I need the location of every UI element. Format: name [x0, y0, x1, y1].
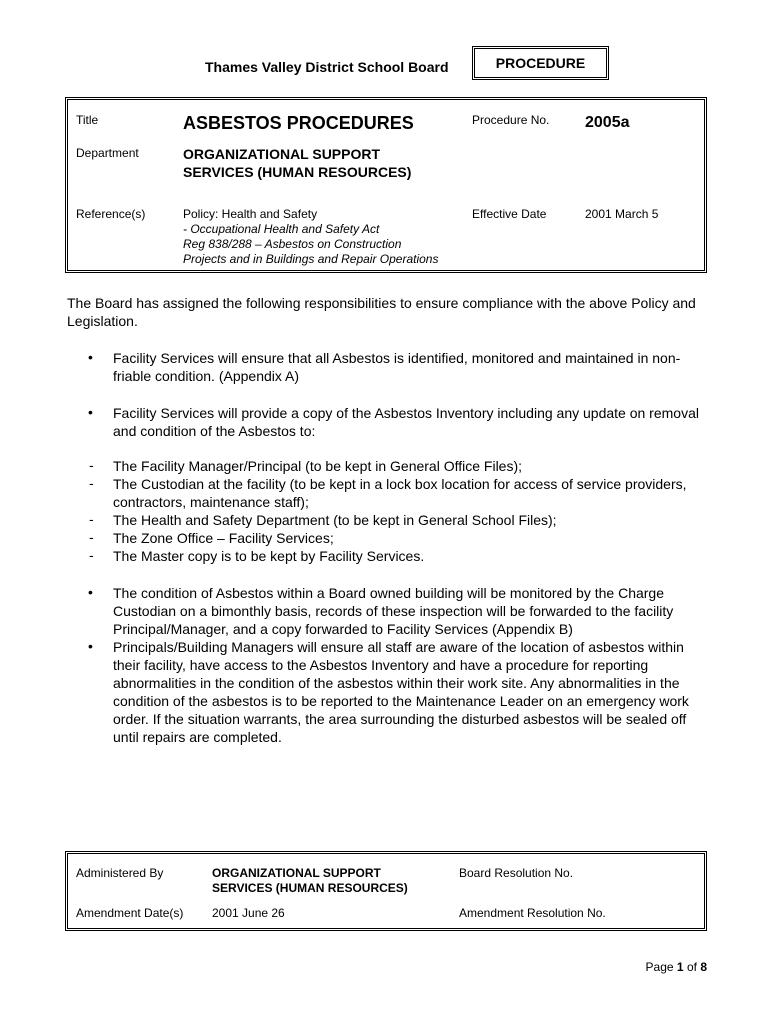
dash-item-3: The Health and Safety Department (to be kept in General School Files);: [113, 512, 557, 528]
administered-value-line-1: ORGANIZATIONAL SUPPORT: [212, 866, 381, 880]
dash-marker: -: [89, 529, 94, 545]
administered-value-line-2: SERVICES (HUMAN RESOURCES): [212, 881, 408, 895]
page-word: Page: [645, 960, 674, 974]
reference-regulation-cont: Projects and in Buildings and Repair Operations: [183, 252, 439, 266]
procedure-no-value: 2005a: [585, 114, 630, 131]
board-resolution-label: Board Resolution No.: [459, 866, 574, 880]
page-current: 1: [676, 960, 684, 974]
bullet-item-1: Facility Services will ensure that all Asbestos is identified, monitored and maintained in non-friable condition. (Appendix A): [113, 350, 681, 384]
dash-item-5: The Master copy is to be kept by Facility Services.: [113, 548, 425, 564]
bullet-marker: •: [88, 638, 93, 654]
page-of: of: [686, 960, 697, 974]
dash-marker: -: [89, 457, 94, 473]
references-label: Reference(s): [76, 207, 146, 221]
dash-item-2: The Custodian at the facility (to be kept in a lock box location for access of service providers, contractors, maintenance staff);: [113, 476, 687, 510]
procedure-title: ASBESTOS PROCEDURES: [183, 113, 414, 133]
bullet-marker: •: [88, 404, 93, 420]
bullet-item-3: The condition of Asbestos within a Board owned building will be monitored by the Charge Custodian on a bimonthly basis, records of these inspection will be forwarded to the facility Principal/Manager, and a copy forwarded to Facility Services (Appendix B): [113, 585, 674, 637]
board-name: Thames Valley District School Board: [205, 59, 449, 75]
document-type: PROCEDURE: [495, 55, 586, 71]
dash-marker: -: [89, 547, 94, 563]
reference-act: - Occupational Health and Safety Act: [183, 222, 380, 236]
intro-paragraph: The Board has assigned the following responsibilities to ensure compliance with the above Policy and Legislation.: [67, 295, 696, 329]
bullet-item-4: Principals/Building Managers will ensure all staff are aware of the location of asbestos within their facility, have access to the Asbestos Inventory and have a procedure for reporting abnormalities in the condition of the asbestos within their work site. Any abnormalities in the condition of the asbestos is to be reported to the Maintenance Leader on an emergency work order. If the situation warrants, the area surrounding the disturbed asbestos will be sealed off until repairs are completed.: [113, 639, 689, 745]
department-value-line-2: SERVICES (HUMAN RESOURCES): [183, 164, 412, 180]
dash-item-1: The Facility Manager/Principal (to be kept in General Office Files);: [113, 458, 523, 474]
page-total: 8: [700, 960, 707, 974]
dash-marker: -: [89, 475, 94, 491]
bullet-marker: •: [88, 349, 93, 365]
reference-regulation: Reg 838/288 – Asbestos on Construction: [183, 237, 402, 251]
reference-policy: Policy: Health and Safety: [183, 207, 318, 221]
effective-date-value: 2001 March 5: [585, 207, 659, 221]
department-value-line-1: ORGANIZATIONAL SUPPORT: [183, 146, 381, 162]
title-label: Title: [76, 113, 99, 127]
effective-date-label: Effective Date: [472, 207, 547, 221]
bullet-item-2: Facility Services will provide a copy of the Asbestos Inventory including any update on removal and condition of the Asbestos to:: [113, 405, 699, 439]
department-label: Department: [76, 146, 139, 160]
amendment-dates-label: Amendment Date(s): [76, 906, 184, 920]
amendment-dates-value: 2001 June 26: [212, 906, 285, 920]
dash-marker: -: [89, 511, 94, 527]
document-type-box: [472, 46, 609, 80]
amendment-resolution-label: Amendment Resolution No.: [459, 906, 606, 920]
bullet-marker: •: [88, 584, 93, 600]
page-indicator: [646, 960, 707, 974]
procedure-no-label: Procedure No.: [472, 113, 550, 127]
dash-item-4: The Zone Office – Facility Services;: [113, 530, 334, 546]
administered-label: Administered By: [76, 866, 164, 880]
